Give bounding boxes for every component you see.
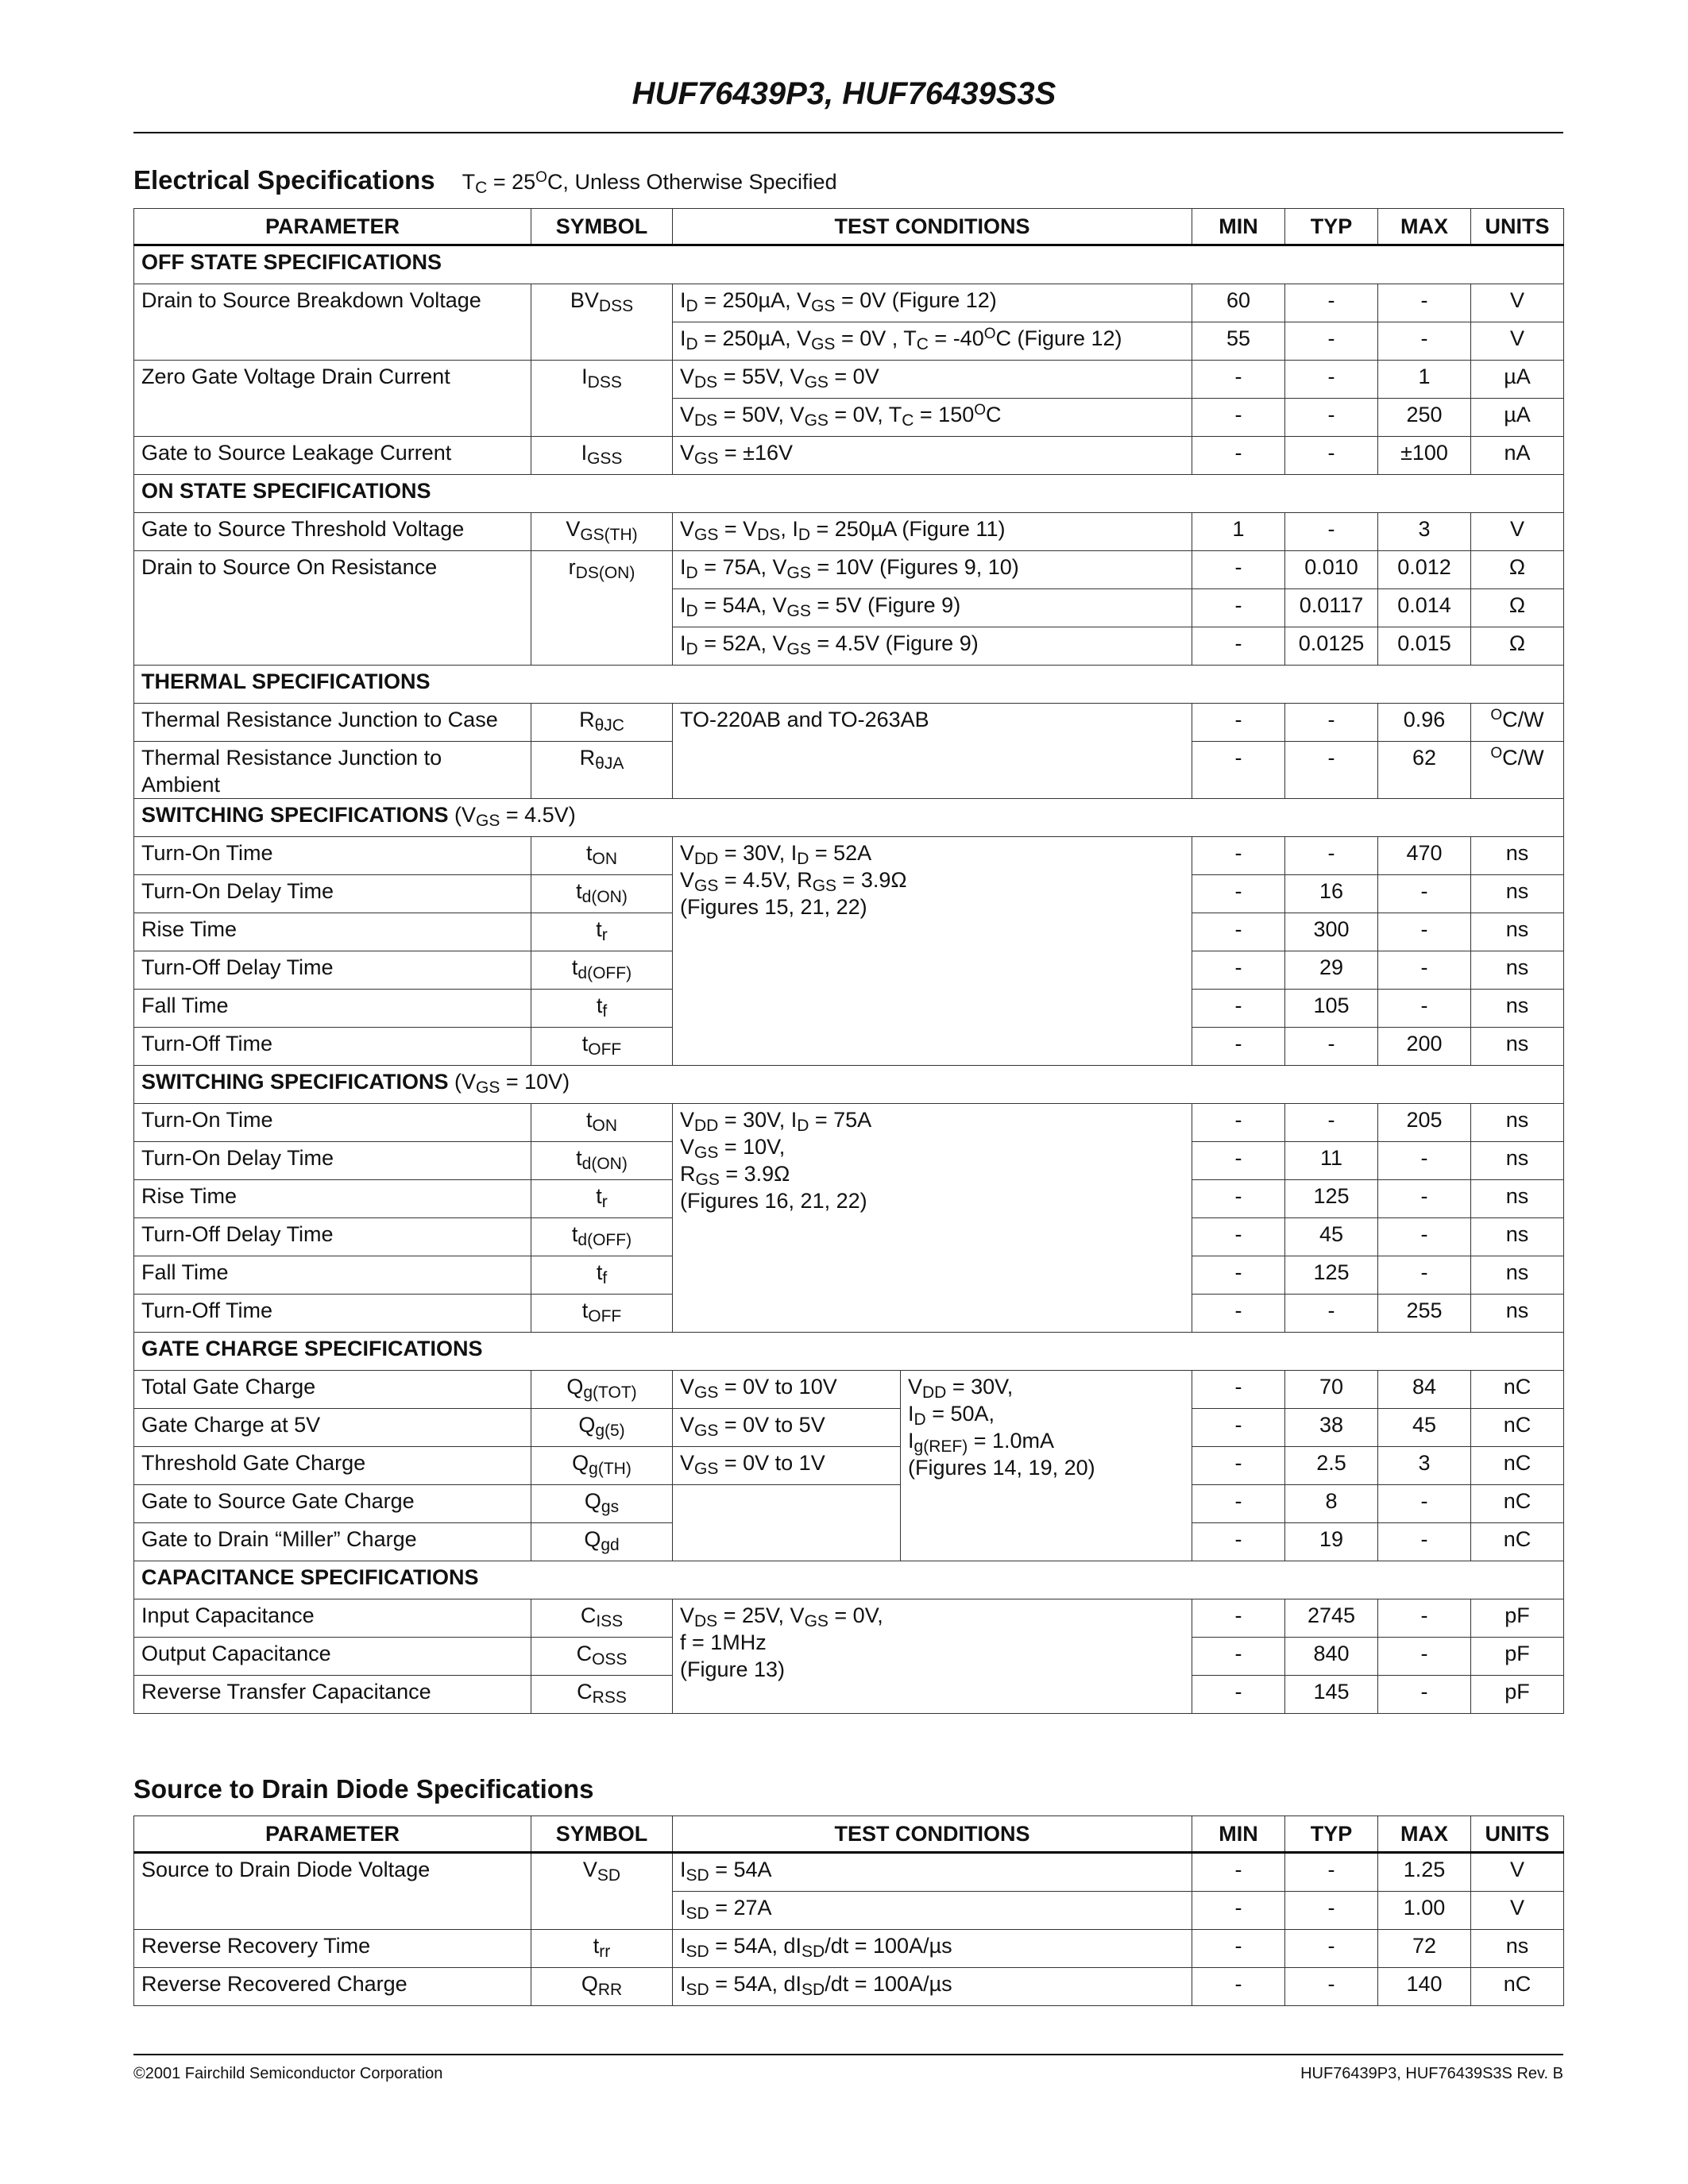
max-value: - <box>1378 284 1471 322</box>
units-value: ns <box>1471 1295 1564 1333</box>
max-value: - <box>1378 1638 1471 1676</box>
group-heading: CAPACITANCE SPECIFICATIONS <box>134 1561 1564 1599</box>
symbol: $Q_{gd}$ <box>531 1523 673 1561</box>
units-value: V <box>1471 322 1564 361</box>
max-value: 72 <box>1378 1930 1471 1968</box>
units-value: pF <box>1471 1599 1564 1638</box>
table-row <box>134 1968 1564 2006</box>
units-value: $^O$C/W <box>1471 742 1564 799</box>
parameter-name: Threshold Gate Charge <box>134 1447 531 1485</box>
max-value: - <box>1378 1142 1471 1180</box>
min-value: 55 <box>1192 322 1285 361</box>
header-parameter: PARAMETER <box>134 1816 531 1853</box>
table-row <box>134 837 1564 875</box>
electrical-section-note: $T_C = 25^OC$, Unless Otherwise Specified <box>462 169 837 197</box>
typ-value: 0.010 <box>1285 551 1378 589</box>
min-value: - <box>1192 1485 1285 1523</box>
typ-value: - <box>1285 1930 1378 1968</box>
table-row <box>134 513 1564 551</box>
header-symbol: SYMBOL <box>531 209 673 245</box>
typ-value: - <box>1285 1104 1378 1142</box>
diode-specifications-table <box>133 1815 1564 2006</box>
typ-value: 125 <box>1285 1256 1378 1295</box>
symbol: $I_{GSS}$ <box>531 437 673 475</box>
typ-value: 29 <box>1285 951 1378 990</box>
group-heading: THERMAL SPECIFICATIONS <box>134 666 1564 704</box>
max-value: - <box>1378 1599 1471 1638</box>
symbol: $r_{DS(ON)}$ <box>531 551 673 666</box>
typ-value: - <box>1285 837 1378 875</box>
group-header-row <box>134 666 1564 704</box>
symbol: $t_{ON}$ <box>531 837 673 875</box>
parameter-name: Rise Time <box>134 913 531 951</box>
symbol: $t_{d(OFF)}$ <box>531 951 673 990</box>
max-value: 1 <box>1378 361 1471 399</box>
units-value: V <box>1471 513 1564 551</box>
min-value: - <box>1192 1930 1285 1968</box>
symbol: $t_{OFF}$ <box>531 1295 673 1333</box>
units-value: pF <box>1471 1638 1564 1676</box>
header-units: UNITS <box>1471 1816 1564 1853</box>
group-header-row <box>134 799 1564 837</box>
parameter-name: Output Capacitance <box>134 1638 531 1676</box>
units-value: ns <box>1471 1256 1564 1295</box>
units-value: V <box>1471 284 1564 322</box>
group-header-row <box>134 475 1564 513</box>
units-value: Ω <box>1471 551 1564 589</box>
table-row <box>134 1853 1564 1892</box>
min-value: - <box>1192 704 1285 742</box>
max-value: 1.25 <box>1378 1853 1471 1892</box>
group-header-row <box>134 1561 1564 1599</box>
max-value: - <box>1378 913 1471 951</box>
table-row <box>134 1485 1564 1523</box>
table-row <box>134 1104 1564 1142</box>
parameter-name: Drain to Source Breakdown Voltage <box>134 284 531 361</box>
electrical-specifications-table <box>133 208 1564 1714</box>
units-value: ns <box>1471 837 1564 875</box>
footer-part-rev: HUF76439P3, HUF76439S3S Rev. B <box>1300 2065 1563 2082</box>
table-row <box>134 1930 1564 1968</box>
test-conditions: $V_{GS} = \pm 16V$ <box>673 437 1192 475</box>
units-value: ns <box>1471 990 1564 1028</box>
symbol: $t_{OFF}$ <box>531 1028 673 1066</box>
table-header-row <box>134 1816 1564 1853</box>
symbol: $t_{rr}$ <box>531 1930 673 1968</box>
symbol: $t_{ON}$ <box>531 1104 673 1142</box>
table-row <box>134 284 1564 322</box>
symbol: $Q_{g(TH)}$ <box>531 1447 673 1485</box>
max-value: 205 <box>1378 1104 1471 1142</box>
symbol: $Q_{g(TOT)}$ <box>531 1371 673 1409</box>
table-header-row <box>134 209 1564 245</box>
test-conditions: $I_{SD} = 54A$ <box>673 1853 1192 1892</box>
min-value: - <box>1192 837 1285 875</box>
parameter-name: Turn-On Delay Time <box>134 875 531 913</box>
header-test-conditions: TEST CONDITIONS <box>673 1816 1192 1853</box>
group-header-row <box>134 245 1564 284</box>
max-value: - <box>1378 1485 1471 1523</box>
parameter-name: Reverse Recovery Time <box>134 1930 531 1968</box>
max-value: 62 <box>1378 742 1471 799</box>
units-value: ns <box>1471 1180 1564 1218</box>
min-value: - <box>1192 1676 1285 1714</box>
table-row <box>134 1447 1564 1485</box>
shared-test-conditions: $V_{DD} = 30V$, $I_D = 50A$, $I_{g(REF)} = 1.0mA$ (Figures 14, 19, 20) <box>901 1371 1192 1561</box>
header-min: MIN <box>1192 209 1285 245</box>
symbol: $C_{RSS}$ <box>531 1676 673 1714</box>
min-value: - <box>1192 551 1285 589</box>
test-conditions: $V_{GS} = 0V$ to 1V <box>673 1447 901 1485</box>
max-value: 3 <box>1378 513 1471 551</box>
min-value: - <box>1192 1256 1285 1295</box>
parameter-name: Turn-Off Time <box>134 1295 531 1333</box>
min-value: - <box>1192 1853 1285 1892</box>
min-value: - <box>1192 1968 1285 2006</box>
typ-value: - <box>1285 1892 1378 1930</box>
parameter-name: Turn-Off Time <box>134 1028 531 1066</box>
symbol: $Q_{gs}$ <box>531 1485 673 1523</box>
header-test-conditions: TEST CONDITIONS <box>673 209 1192 245</box>
test-conditions: $I_D = 250\mu A$, $V_{GS} = 0V$ (Figure 12) <box>673 284 1192 322</box>
symbol: $V_{GS(TH)}$ <box>531 513 673 551</box>
parameter-name: Turn-Off Delay Time <box>134 1218 531 1256</box>
units-value: nC <box>1471 1523 1564 1561</box>
parameter-name: Turn-On Delay Time <box>134 1142 531 1180</box>
max-value: - <box>1378 990 1471 1028</box>
header-units: UNITS <box>1471 209 1564 245</box>
symbol: $t_{d(ON)}$ <box>531 875 673 913</box>
min-value: - <box>1192 1295 1285 1333</box>
typ-value: - <box>1285 399 1378 437</box>
test-conditions: $I_{SD} = 54A$, $dI_{SD}/dt = 100A/\mu s$ <box>673 1930 1192 1968</box>
min-value: - <box>1192 913 1285 951</box>
table-row <box>134 1371 1564 1409</box>
max-value: 3 <box>1378 1447 1471 1485</box>
test-conditions: $V_{GS} = V_{DS}$, $I_D = 250\mu A$ (Figure 11) <box>673 513 1192 551</box>
table-row <box>134 361 1564 399</box>
min-value: - <box>1192 1892 1285 1930</box>
min-value: - <box>1192 1218 1285 1256</box>
typ-value: 300 <box>1285 913 1378 951</box>
min-value: - <box>1192 627 1285 666</box>
typ-value: - <box>1285 284 1378 322</box>
min-value: - <box>1192 1599 1285 1638</box>
max-value: 200 <box>1378 1028 1471 1066</box>
min-value: - <box>1192 742 1285 799</box>
units-value: nA <box>1471 437 1564 475</box>
min-value: - <box>1192 1523 1285 1561</box>
units-value: ns <box>1471 1028 1564 1066</box>
typ-value: - <box>1285 1968 1378 2006</box>
typ-value: 8 <box>1285 1485 1378 1523</box>
units-value: V <box>1471 1892 1564 1930</box>
symbol: $Q_{RR}$ <box>531 1968 673 2006</box>
group-heading: OFF STATE SPECIFICATIONS <box>134 245 1564 284</box>
symbol: $t_r$ <box>531 913 673 951</box>
units-value: ns <box>1471 875 1564 913</box>
test-conditions: TO-220AB and TO-263AB <box>673 704 1192 799</box>
typ-value: - <box>1285 1295 1378 1333</box>
min-value: - <box>1192 399 1285 437</box>
max-value: - <box>1378 322 1471 361</box>
symbol: $t_f$ <box>531 1256 673 1295</box>
typ-value: - <box>1285 322 1378 361</box>
footer-rule <box>133 2054 1563 2055</box>
parameter-name: Turn-Off Delay Time <box>134 951 531 990</box>
test-conditions: $V_{GS} = 0V$ to 10V <box>673 1371 901 1409</box>
min-value: - <box>1192 1142 1285 1180</box>
header-max: MAX <box>1378 1816 1471 1853</box>
units-value: Ω <box>1471 589 1564 627</box>
max-value: - <box>1378 1256 1471 1295</box>
max-value: 45 <box>1378 1409 1471 1447</box>
units-value: nC <box>1471 1409 1564 1447</box>
units-value: µA <box>1471 361 1564 399</box>
parameter-name: Thermal Resistance Junction to Ambient <box>134 742 531 799</box>
table-row <box>134 1599 1564 1638</box>
group-heading: SWITCHING SPECIFICATIONS $(V_{GS} = 10V)$ <box>134 1066 1564 1104</box>
symbol: $t_r$ <box>531 1180 673 1218</box>
table-row <box>134 704 1564 742</box>
units-value: V <box>1471 1853 1564 1892</box>
min-value: - <box>1192 1104 1285 1142</box>
min-value: - <box>1192 951 1285 990</box>
diode-section-title: Source to Drain Diode Specifications <box>133 1774 594 1804</box>
test-conditions: $I_{SD} = 54A$, $dI_{SD}/dt = 100A/\mu s$ <box>673 1968 1192 2006</box>
typ-value: 0.0125 <box>1285 627 1378 666</box>
header-max: MAX <box>1378 209 1471 245</box>
test-conditions: $I_D = 75A$, $V_{GS} = 10V$ (Figures 9, 10) <box>673 551 1192 589</box>
max-value: 84 <box>1378 1371 1471 1409</box>
parameter-name: Gate to Source Gate Charge <box>134 1485 531 1523</box>
parameter-name: Rise Time <box>134 1180 531 1218</box>
max-value: - <box>1378 1676 1471 1714</box>
typ-value: - <box>1285 1028 1378 1066</box>
header-typ: TYP <box>1285 1816 1378 1853</box>
test-conditions: $V_{DS} = 50V$, $V_{GS} = 0V$, $T_C = 150^OC$ <box>673 399 1192 437</box>
parameter-name: Fall Time <box>134 990 531 1028</box>
group-header-row <box>134 1333 1564 1371</box>
max-value: - <box>1378 1218 1471 1256</box>
max-value: 250 <box>1378 399 1471 437</box>
symbol: $C_{ISS}$ <box>531 1599 673 1638</box>
typ-value: 70 <box>1285 1371 1378 1409</box>
units-value: nC <box>1471 1968 1564 2006</box>
parameter-name: Zero Gate Voltage Drain Current <box>134 361 531 437</box>
units-value: pF <box>1471 1676 1564 1714</box>
max-value: 470 <box>1378 837 1471 875</box>
header-typ: TYP <box>1285 209 1378 245</box>
symbol: $t_f$ <box>531 990 673 1028</box>
max-value: 0.014 <box>1378 589 1471 627</box>
group-heading: GATE CHARGE SPECIFICATIONS <box>134 1333 1564 1371</box>
symbol: $BV_{DSS}$ <box>531 284 673 361</box>
min-value: - <box>1192 1447 1285 1485</box>
typ-value: 45 <box>1285 1218 1378 1256</box>
min-value: 60 <box>1192 284 1285 322</box>
typ-value: 105 <box>1285 990 1378 1028</box>
typ-value: 145 <box>1285 1676 1378 1714</box>
typ-value: 11 <box>1285 1142 1378 1180</box>
parameter-name: Thermal Resistance Junction to Case <box>134 704 531 742</box>
min-value: - <box>1192 990 1285 1028</box>
electrical-section-heading <box>133 165 837 195</box>
header-parameter: PARAMETER <box>134 209 531 245</box>
units-value: nC <box>1471 1447 1564 1485</box>
min-value: - <box>1192 1028 1285 1066</box>
typ-value: - <box>1285 437 1378 475</box>
parameter-name: Reverse Recovered Charge <box>134 1968 531 2006</box>
parameter-name: Gate to Source Leakage Current <box>134 437 531 475</box>
electrical-section-title: Electrical Specifications <box>133 165 435 195</box>
symbol: $t_{d(OFF)}$ <box>531 1218 673 1256</box>
parameter-name: Gate Charge at 5V <box>134 1409 531 1447</box>
min-value: - <box>1192 1371 1285 1409</box>
units-value: ns <box>1471 951 1564 990</box>
symbol: $I_{DSS}$ <box>531 361 673 437</box>
typ-value: 0.0117 <box>1285 589 1378 627</box>
parameter-name: Turn-On Time <box>134 1104 531 1142</box>
units-value: ns <box>1471 1930 1564 1968</box>
units-value: nC <box>1471 1371 1564 1409</box>
max-value: - <box>1378 1523 1471 1561</box>
min-value: - <box>1192 589 1285 627</box>
max-value: 0.012 <box>1378 551 1471 589</box>
max-value: - <box>1378 875 1471 913</box>
symbol: $R_{\theta JA}$ <box>531 742 673 799</box>
header-symbol: SYMBOL <box>531 1816 673 1853</box>
test-conditions: $V_{DS} = 25V$, $V_{GS} = 0V$, f = 1MHz (Figure 13) <box>673 1599 1192 1714</box>
typ-value: - <box>1285 513 1378 551</box>
typ-value: 125 <box>1285 1180 1378 1218</box>
parameter-name: Reverse Transfer Capacitance <box>134 1676 531 1714</box>
units-value: Ω <box>1471 627 1564 666</box>
typ-value: - <box>1285 1853 1378 1892</box>
min-value: - <box>1192 361 1285 399</box>
typ-value: 2.5 <box>1285 1447 1378 1485</box>
group-header-row <box>134 1066 1564 1104</box>
units-value: ns <box>1471 1104 1564 1142</box>
test-conditions-empty <box>673 1485 901 1561</box>
parameter-name: Input Capacitance <box>134 1599 531 1638</box>
table-row <box>134 1409 1564 1447</box>
max-value: 0.96 <box>1378 704 1471 742</box>
footer-copyright: ©2001 Fairchild Semiconductor Corporation <box>133 2065 443 2082</box>
units-value: ns <box>1471 1142 1564 1180</box>
test-conditions: $I_D = 54A$, $V_{GS} = 5V$ (Figure 9) <box>673 589 1192 627</box>
min-value: 1 <box>1192 513 1285 551</box>
min-value: - <box>1192 1180 1285 1218</box>
parameter-name: Drain to Source On Resistance <box>134 551 531 666</box>
typ-value: 840 <box>1285 1638 1378 1676</box>
symbol: $V_{SD}$ <box>531 1853 673 1930</box>
group-heading: ON STATE SPECIFICATIONS <box>134 475 1564 513</box>
typ-value: 38 <box>1285 1409 1378 1447</box>
test-conditions: $V_{DS} = 55V$, $V_{GS} = 0V$ <box>673 361 1192 399</box>
header-rule <box>133 132 1563 133</box>
document-title: HUF76439P3, HUF76439S3S <box>632 76 1056 111</box>
max-value: 255 <box>1378 1295 1471 1333</box>
units-value: $^O$C/W <box>1471 704 1564 742</box>
max-value: ±100 <box>1378 437 1471 475</box>
max-value: 1.00 <box>1378 1892 1471 1930</box>
typ-value: 16 <box>1285 875 1378 913</box>
units-value: ns <box>1471 1218 1564 1256</box>
table-row <box>134 437 1564 475</box>
header-min: MIN <box>1192 1816 1285 1853</box>
group-heading: SWITCHING SPECIFICATIONS $(V_{GS} = 4.5V)$ <box>134 799 1564 837</box>
max-value: - <box>1378 1180 1471 1218</box>
units-value: ns <box>1471 913 1564 951</box>
table-row <box>134 551 1564 589</box>
symbol: $R_{\theta JC}$ <box>531 704 673 742</box>
test-conditions: $I_{SD} = 27A$ <box>673 1892 1192 1930</box>
test-conditions: $V_{DD} = 30V$, $I_D = 75A$ $V_{GS} = 10V$, $R_{GS} = 3.9\Omega$ (Figures 16, 21, 22) <box>673 1104 1192 1333</box>
typ-value: - <box>1285 704 1378 742</box>
typ-value: 2745 <box>1285 1599 1378 1638</box>
symbol: $C_{OSS}$ <box>531 1638 673 1676</box>
typ-value: - <box>1285 361 1378 399</box>
test-conditions: $V_{DD} = 30V$, $I_D = 52A$ $V_{GS} = 4.5V$, $R_{GS} = 3.9\Omega$ (Figures 15, 21, 22) <box>673 837 1192 1066</box>
typ-value: - <box>1285 742 1378 799</box>
parameter-name: Gate to Source Threshold Voltage <box>134 513 531 551</box>
max-value: - <box>1378 951 1471 990</box>
max-value: 0.015 <box>1378 627 1471 666</box>
parameter-name: Fall Time <box>134 1256 531 1295</box>
test-conditions: $I_D = 52A$, $V_{GS} = 4.5V$ (Figure 9) <box>673 627 1192 666</box>
parameter-name: Source to Drain Diode Voltage <box>134 1853 531 1930</box>
units-value: nC <box>1471 1485 1564 1523</box>
min-value: - <box>1192 1409 1285 1447</box>
parameter-name: Gate to Drain “Miller” Charge <box>134 1523 531 1561</box>
symbol: $t_{d(ON)}$ <box>531 1142 673 1180</box>
typ-value: 19 <box>1285 1523 1378 1561</box>
min-value: - <box>1192 875 1285 913</box>
max-value: 140 <box>1378 1968 1471 2006</box>
min-value: - <box>1192 1638 1285 1676</box>
symbol: $Q_{g(5)}$ <box>531 1409 673 1447</box>
min-value: - <box>1192 437 1285 475</box>
parameter-name: Total Gate Charge <box>134 1371 531 1409</box>
test-conditions: $V_{GS} = 0V$ to 5V <box>673 1409 901 1447</box>
test-conditions: $I_D = 250\mu A$, $V_{GS} = 0V$ , $T_C = -40^OC$ (Figure 12) <box>673 322 1192 361</box>
units-value: µA <box>1471 399 1564 437</box>
parameter-name: Turn-On Time <box>134 837 531 875</box>
